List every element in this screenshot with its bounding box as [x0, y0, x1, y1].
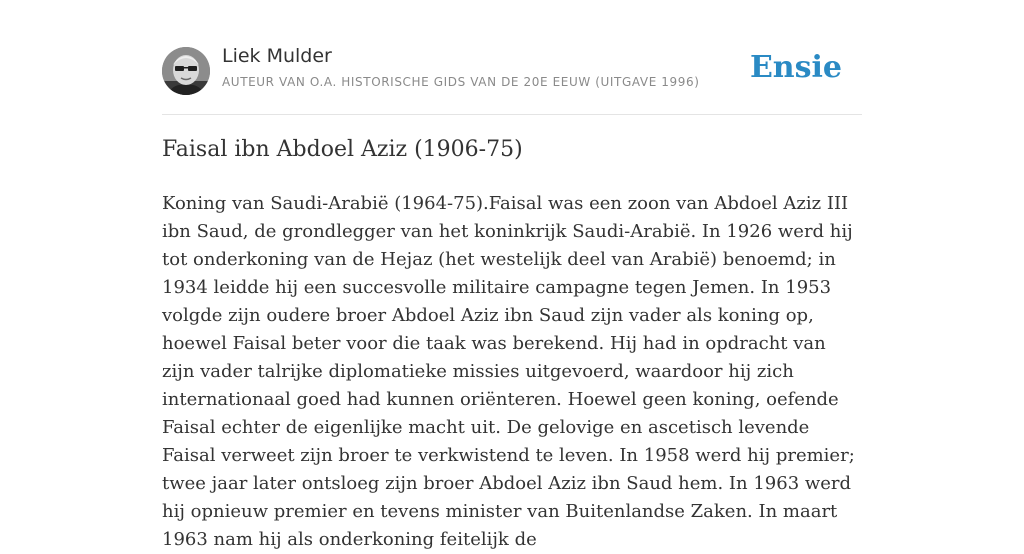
article-container — [162, 0, 862, 550]
article-body: Koning van Saudi-Arabië (1964-75).Faisal was een zoon van Abdoel Aziz III ibn Saud, de grondlegger van het koninkrijk Saudi-Arabië. In 1926 werd hij tot onderkoning van de Hejaz (het westelijk deel van Arabië) benoemd; in 1934 leidde hij een succesvolle militaire campagne tegen Jemen. In 1953 volgde zijn oudere broer Abdoel Aziz ibn Saud zijn vader als koning op, hoewel Faisal beter voor die taak was berekend. Hij had in opdracht van zijn vader talrijke diplomatieke missies uitgevoerd, waardoor hij zich internationaal goed had kunnen oriënteren. Hoewel geen koning, oefende Faisal echter de eigenlijke macht uit. De gelovige en ascetisch levende Faisal verweet zijn broer te verkwistend te leven. In 1958 werd hij premier; twee jaar later ontsloeg zijn broer Abdoel Aziz ibn Saud hem. In 1963 werd hij opnieuw premier en tevens minister van Buitenlandse Zaken. In maart 1963 nam hij als onderkoning feitelijk de — [162, 193, 855, 550]
article-title: Faisal ibn Abdoel Aziz (1906-75) — [162, 137, 523, 162]
ensie-logo[interactable]: Ensie — [749, 50, 842, 85]
author-portrait-icon — [162, 47, 210, 95]
author-name[interactable]: Liek Mulder — [222, 45, 332, 67]
author-avatar[interactable] — [162, 47, 210, 95]
author-description: AUTEUR VAN O.A. HISTORISCHE GIDS VAN DE 20E EEUW (UITGAVE 1996) — [222, 75, 700, 89]
author-header — [162, 0, 862, 115]
